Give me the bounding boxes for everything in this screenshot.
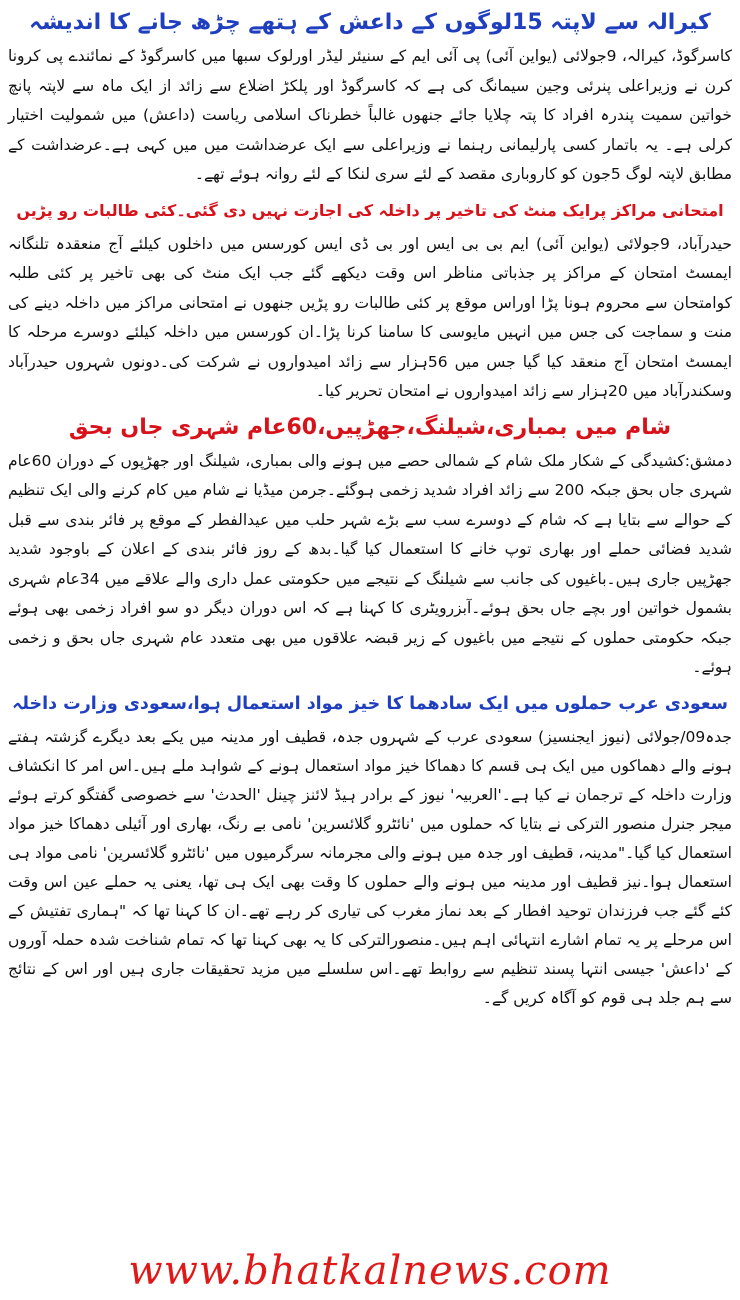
article-headline: کیرالہ سے لاپتہ 15لوگوں کے داعش کے ہتھے چڑھ جانے کا اندیشہ: [29, 10, 711, 35]
article-body: کاسرگوڈ، کیرالہ، 9جولائی (یواین آئی) پی آئی ایم کے سنیئر لیڈر اورلوک سبھا میں کاسرگوڈ کے نمائندے پی کرونا کرن نے وزیراعلی پنرئی وجین سیمانگ کی ہے کہ کاسرگوڈ اور پلکڑ اضلاع سے زائد از ایک ماہ سے لاپتہ پانچ خواتین سمیت پندرہ افراد کا پتہ چلایا جائے جنھوں غالباً خطرناک اسلامی ریاست (داعش) میں شمولیت اختیار کرلی ہے۔ یہ باتمار کسی پارلیمانی رہنما نے وزیراعلی سے ایک عرضداشت میں میں کہی ہے۔عرضداشت کے مطابق لاپتہ لوگ 5جون کو کاروباری مقصد کے لئے سری لنکا کے لئے روانہ ہوئے تھے۔: [8, 47, 733, 183]
site-url-watermark: www.bhatkalnews.com: [128, 1248, 612, 1294]
article-body: دمشق:کشیدگی کے شکار ملک شام کے شمالی حصے میں ہونے والی بمباری، شیلنگ اور جھڑپوں کے دوران 60عام شہری جاں بحق جبکہ 200 سے زائد افراد شدید زخمی ہوگئے۔جرمن میڈیا نے شام میں کام کرنے والی ایک تنظیم کے حوالے سے بتایا ہے کہ شام کے دوسرے سب سے بڑے شہر حلب میں عیدالفطر کے موقع پر فائر بندی سے قبل شدید فضائی حملے اور بھاری توپ خانے کا استعمال کیا گیا۔بدھ کے روز فائر بندی کے اعلان کے باوجود شدید جھڑپیں جاری ہیں۔باغیوں کی جانب سے شیلنگ کے نتیجے میں حکومتی عمل داری والے علاقے میں 34عام شہری بشمول خواتین اور بچے جاں بحق ہوئے۔آبزرویٹری کا کہنا ہے کہ اس دوران دیگر دو سو افراد زخمی بھی ہوئے جبکہ حکومتی حملوں کے نتیجے میں باغیوں کے زیر قبضہ علاقوں میں بھی متعدد عام شہری جاں بحق و زخمی ہوئے۔: [8, 451, 733, 676]
article-body: حیدرآباد، 9جولائی (یواین آئی) ایم بی بی ایس اور بی ڈی ایس کورسس میں داخلوں کیلئے آج منعقدہ تلنگانہ ایمسٹ امتحان کے مراکز پر جذباتی مناظر اس وقت دیکھے گئے جب ایک منٹ کی بھی تاخیر پر کئی طلبہ کوامتحان سے محروم ہونا پڑا اوراس موقع پر کئی طالبات رو پڑیں جنھوں نے امتحانی مراکز میں داخلہ دینے کی منت و سماجت کی جس میں انہیں مایوسی کا سامنا کرنا پڑا۔ان کورسس میں داخلہ کیلئے دوسرے مرحلہ کا ایمسٹ امتحان آج منعقد کیا گیا جس میں 56ہزار سے زائد امیدواروں نے شرکت کی۔دونوں شہروں حیدرآباد وسکندرآباد میں 20ہزار سے زائد امیدواروں نے امتحان تحریر کیا۔: [8, 234, 733, 400]
article-saudi-attacks: [8, 687, 732, 1013]
article-kerala: [8, 6, 732, 190]
article-headline: سعودی عرب حملوں میں ایک سادھما کا خیز مواد استعمال ہوا،سعودی وزارت داخلہ: [12, 693, 728, 714]
article-exam-centres: [8, 194, 732, 407]
article-headline: امتحانی مراکز پرایک منٹ کی تاخیر پر داخلہ کی اجازت نہیں دی گئی۔کئی طالبات رو پڑیں: [16, 200, 724, 220]
article-headline: شام میں بمباری،شیلنگ،جھڑپیں،60عام شہری جاں بحق: [68, 414, 672, 440]
article-body: جدہ09/جولائی (نیوز ایجنسیز) سعودی عرب کے شہروں جدہ، قطیف اور مدینہ میں یکے بعد دیگرے گزشتہ ہفتے ہونے والے دھماکوں میں ایک ہی قسم کا دھماکا خیز مواد استعمال ہونے کے شواہد ملے ہیں۔اس امر کا انکشاف وزارت داخلہ کے ترجمان نے کیا ہے۔'العربیہ' نیوز کے برادر ہیڈ لائنز چینل 'الحدث' سے خصوصی گفتگو کرتے ہوئے میجر جنرل منصور الترکی نے بتایا کہ حملوں میں 'نائٹرو گلائسرین' نامی بے رنگ، بھاری اور آئیلی دھماکا خیز مواد استعمال کیا گیا۔"مدینہ، قطیف اور جدہ میں ہونے والی مجرمانہ سرگرمیوں میں 'نائٹرو گلائسرین' نامی مواد ہی استعمال ہوا۔نیز قطیف اور مدینہ میں ہونے والے حملوں کا وقت بھی ایک ہی تھا، یعنی یہ حملے عین اس وقت کئے گئے جب فرزندان توحید افطار کے بعد نماز مغرب کی تیاری کر رہے تھے۔ان کا کہنا تھا کہ "ہماری تفتیش کے اس مرحلے پر یہ تمام اشارے انتہائی اہم ہیں۔منصورالترکی کا یہ بھی کہنا تھا کہ تمام شناخت شدہ حملہ آوروں کے 'داعش' جیسی انتہا پسند تنظیم سے روابط تھے۔اس سلسلے میں مزید تحقیقات جاری ہیں اور اس کے نتائج سے ہم جلد ہی قوم کو آگاہ کریں گے۔: [8, 727, 732, 1007]
article-syria: [8, 411, 732, 683]
